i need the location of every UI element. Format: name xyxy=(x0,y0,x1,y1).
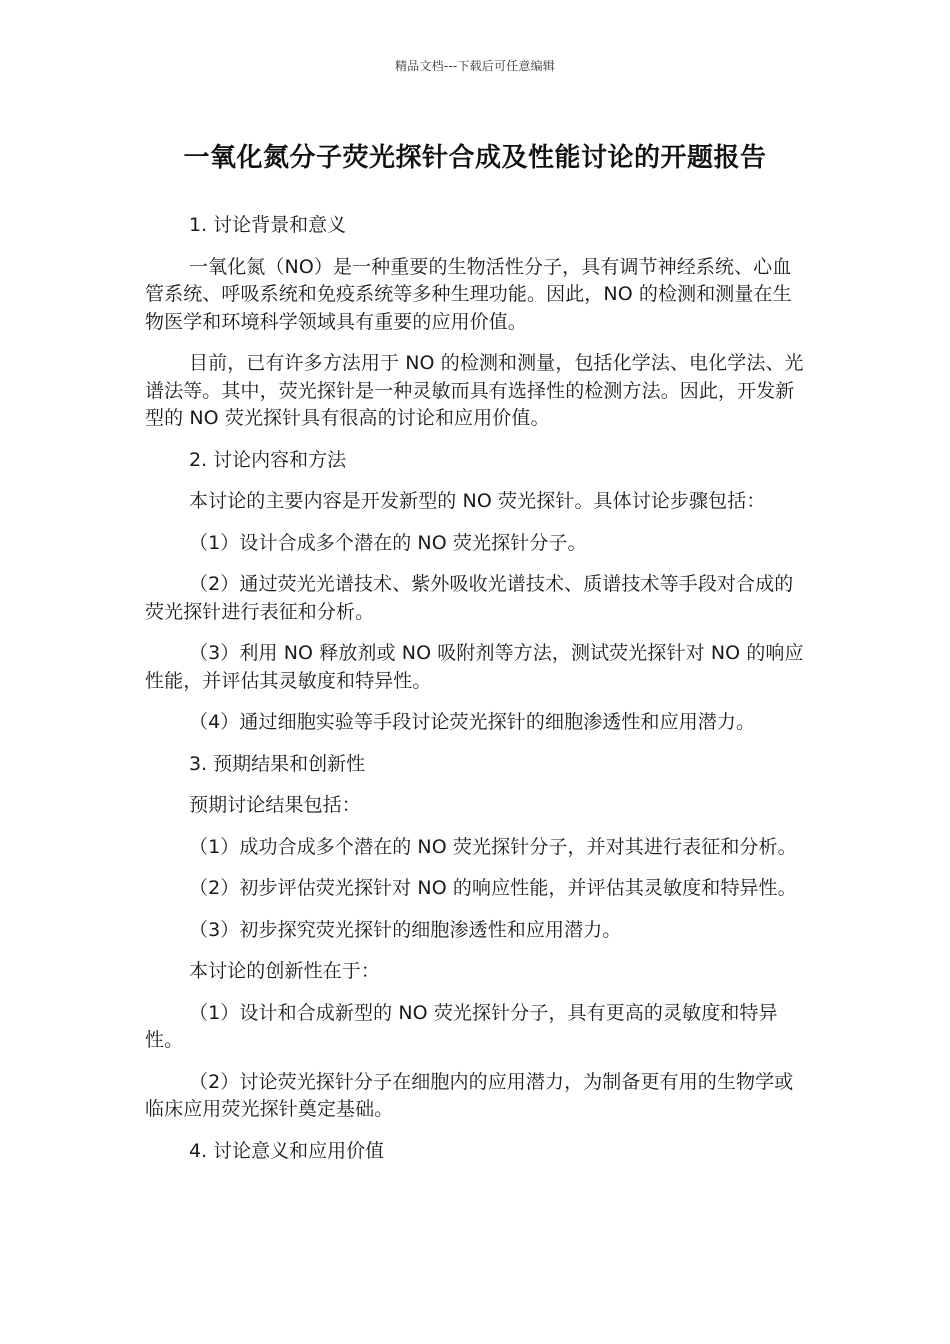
section-heading-3: 3. 预期结果和创新性 xyxy=(189,752,366,775)
list-item: （4）通过细胞实验等手段讨论荧光探针的细胞渗透性和应用潜力。 xyxy=(189,711,756,733)
list-item: （2）讨论荧光探针分子在细胞内的应用潜力，为制备更有用的生物学或临床应用荧光探针奠定基础。 xyxy=(145,1070,794,1120)
document-title: 一氧化氮分子荧光探针合成及性能讨论的开题报告 xyxy=(183,143,767,173)
page-header: 精品文档---下载后可任意编辑 xyxy=(395,59,555,73)
list-item: （3）初步探究荧光探针的细胞渗透性和应用潜力。 xyxy=(189,918,622,941)
paragraph: 一氧化氮（NO）是一种重要的生物活性分子，具有调节神经系统、心血管系统、呼吸系统和免疫系统等多种生理功能。因此，NO 的检测和测量在生物医学和环境科学领域具有重要的应用价值。 xyxy=(145,255,792,333)
list-item: （1）成功合成多个潜在的 NO 荧光探针分子，并对其进行表征和分析。 xyxy=(189,835,797,858)
section-heading-2: 2. 讨论内容和方法 xyxy=(189,448,347,471)
list-item: （2）通过荧光光谱技术、紫外吸收光谱技术、质谱技术等手段对合成的荧光探针进行表征和分析。 xyxy=(145,573,794,623)
paragraph: 目前，已有许多方法用于 NO 的检测和测量，包括化学法、电化学法、光谱法等。其中，荧光探针是一种灵敏而具有选择性的检测方法。因此，开发新型的 NO 荧光探针具有很高的讨论和应用价值。 xyxy=(145,352,804,429)
list-item: （2）初步评估荧光探针对 NO 的响应性能，并评估其灵敏度和特异性。 xyxy=(189,877,797,899)
document-body xyxy=(145,212,805,1179)
paragraph: 本讨论的主要内容是开发新型的 NO 荧光探针。具体讨论步骤包括： xyxy=(189,490,766,512)
list-item: （3）利用 NO 释放剂或 NO 吸附剂等方法，测试荧光探针对 NO 的响应性能，并评估其灵敏度和特异性。 xyxy=(145,642,804,692)
list-item: （1）设计合成多个潜在的 NO 荧光探针分子。 xyxy=(189,531,587,554)
section-heading-1: 1. 讨论背景和意义 xyxy=(189,214,347,236)
list-item: （1）设计和合成新型的 NO 荧光探针分子，具有更高的灵敏度和特异性。 xyxy=(145,1001,778,1051)
paragraph: 本讨论的创新性在于： xyxy=(189,960,381,982)
section-heading-4: 4. 讨论意义和应用价值 xyxy=(189,1139,385,1162)
paragraph: 预期讨论结果包括： xyxy=(189,794,361,816)
